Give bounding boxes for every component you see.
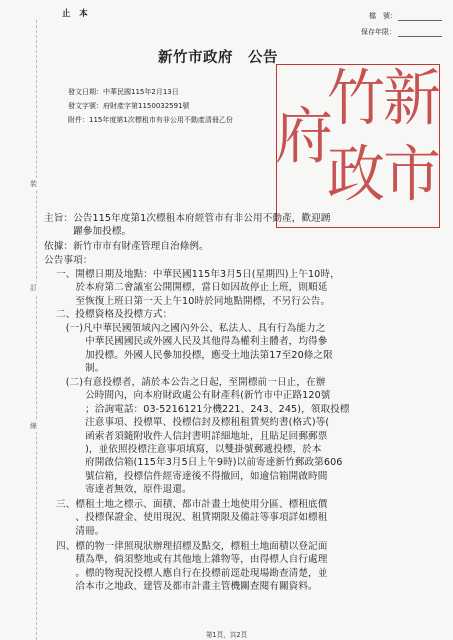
notice-item bbox=[56, 498, 327, 538]
gutter-label-staple: 訂 bbox=[30, 284, 37, 292]
item-line: 號信箱，投標信件經寄達後不得撤回，如逾信箱開啟時間 bbox=[56, 470, 328, 482]
page-footer: 第1頁，共2頁 bbox=[205, 631, 248, 639]
item-line: 寄達者無效，原件退還。 bbox=[56, 484, 192, 496]
retention-underline bbox=[398, 36, 442, 37]
item-line: 公時間內，向本府財政處公有財產科(新竹市中正路120號 bbox=[56, 390, 331, 402]
item-line: 四、標的物一律照現狀辦理招標及點交，標租土地面積以登記面 bbox=[56, 541, 328, 552]
item-line: 注意事項、投標單、投標信封及標租租賃契約書(格式)等( bbox=[56, 417, 330, 429]
attachment-note: 附件：115年度第1次標租市有非公用不動產清冊乙份 bbox=[68, 116, 233, 124]
notice-subitem bbox=[56, 322, 333, 376]
file-number-label: 檔 號： bbox=[369, 12, 397, 20]
seal-char: 府 bbox=[275, 100, 334, 172]
page-title: 新竹市政府 公告 bbox=[158, 50, 278, 66]
seal-char: 市 bbox=[383, 138, 442, 210]
notice-item bbox=[56, 268, 340, 308]
binding-line bbox=[36, 20, 37, 640]
item-line: 洽本市之地政、建管及都市計畫主管機關查閱有關資料。 bbox=[56, 581, 318, 593]
subject-line: 躍參加投標。 bbox=[44, 226, 132, 238]
gutter-label-line: 線 bbox=[30, 422, 37, 430]
item-line: 、投標保證金、使用現況、租賃期限及備註等事項詳如標租 bbox=[56, 512, 328, 524]
item-line: ；洽詢電話：03-5216121分機221、243、245)，領取投標 bbox=[56, 403, 350, 415]
official-seal-stamp bbox=[276, 64, 440, 228]
notice-item bbox=[56, 308, 172, 321]
retention-label: 保存年限： bbox=[361, 28, 396, 36]
subject-line: 主旨：公告115年度第1次標租本府經管市有非公用不動產，歡迎踴 bbox=[44, 213, 331, 224]
item-line: 二、投標資格及投標方式： bbox=[56, 309, 173, 320]
issue-date: 發文日期：中華民國115年2月13日 bbox=[68, 88, 179, 96]
item-line: )，並依照投標注意事項填寫，以雙掛號郵遞投標，於本 bbox=[56, 444, 322, 456]
item-line: 加投標。外國人民參加投標，應受土地法第17至20條之限 bbox=[56, 349, 333, 361]
basis-line: 依據：新竹市市有財產管理自治條例。 bbox=[44, 241, 209, 252]
item-line: 府開啟信箱(115年3月5日上午9時)以前寄達新竹郵政第606 bbox=[56, 457, 343, 469]
item-line: 三、標租土地之標示、面積、都市計畫土地使用分區、標租底價 bbox=[56, 499, 328, 510]
item-line: 中華民國國民或外國人民及其他得為權利主體者，均得參 bbox=[56, 336, 328, 348]
subject-block bbox=[44, 212, 331, 239]
items-heading: 公告事項： bbox=[44, 255, 93, 266]
gutter-label-bind: 裝 bbox=[30, 180, 37, 188]
item-line: (一)凡中華民國領域內之國內外公、私法人、具有行為能力之 bbox=[56, 323, 326, 334]
item-line: 。標的物現況投標人應自行在投標前逕赴現場勘查清楚，並 bbox=[56, 567, 328, 579]
item-line: (二)有意投標者，請於本公告之日起，至開標前一日止，在辦 bbox=[56, 377, 326, 388]
reference-number: 發文字號：府財產字第1150032591號 bbox=[68, 102, 190, 110]
seal-char: 新 bbox=[383, 62, 442, 134]
notice-subitem bbox=[56, 376, 350, 497]
item-line: 積為準，倘須整地或有其他地上雜物等，由得標人自行處理 bbox=[56, 554, 328, 566]
file-number-underline bbox=[398, 20, 442, 21]
item-line: 於本府第二會議室公開開標，當日如因故停止上班，則順延 bbox=[56, 282, 328, 294]
item-line: 制。 bbox=[56, 363, 105, 375]
seal-char: 政 bbox=[327, 138, 386, 210]
notice-item bbox=[56, 540, 327, 594]
item-line: 清冊。 bbox=[56, 525, 105, 537]
corner-mark: 止 本 bbox=[62, 8, 91, 18]
item-line: 一、開標日期及地點：中華民國115年3月5日(星期四)上午10時， bbox=[56, 269, 340, 280]
item-line: 函索者須隨附收件人信封書明詳細地址，且貼足回郵郵票 bbox=[56, 430, 328, 442]
seal-char: 竹 bbox=[327, 62, 386, 134]
item-line: 至恢復上班日第一天上午10時於同地點開標，不另行公告。 bbox=[56, 295, 331, 307]
